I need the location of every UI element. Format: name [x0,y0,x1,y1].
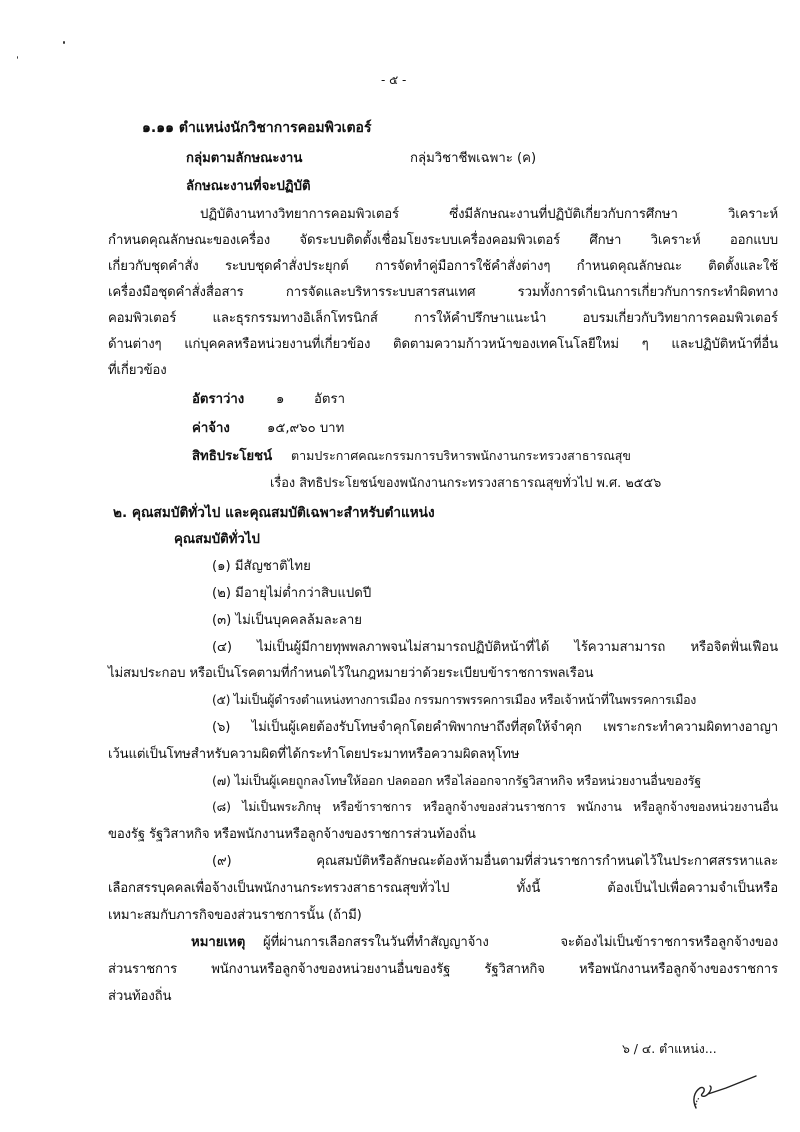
qualification-item: (๒) มีอายุไม่ต่ำกว่าสิบแปดปี [212,586,372,601]
benefits-line-1: ตามประกาศคณะกรรมการบริหารพนักงานกระทรวงสาธารณสุข [291,448,631,463]
continuation-text: ๖ / ๔. ตำแหน่ง... [622,1041,717,1056]
duties-line: ด้านต่างๆ แก่บุคคลหรือหน่วยงานที่เกี่ยวข้อง ติดตามความก้าวหน้าของเทคโนโลยีใหม่ ๆ และปฏิบัติหน้าที่อื่น [108,337,778,352]
qualification-item-continued: ไม่สมประกอบ หรือเป็นโรคตามที่กำหนดไว้ในกฎหมายว่าด้วยระเบียบข้าราชการพลเรือน [108,666,594,681]
qualification-item: (๔) ไม่เป็นผู้มีกายทุพพลภาพจนไม่สามารถปฏิบัติหน้าที่ได้ ไร้ความสามารถ หรือจิตฟั่นเฟือน [212,640,778,655]
qualification-item: (๙) คุณสมบัติหรือลักษณะต้องห้ามอื่นตามที่ส่วนราชการกำหนดไว้ในประกาศสรรหาและ [212,854,778,869]
duties-line: คอมพิวเตอร์ และธุรกรรมทางอิเล็กโทรนิกส์ การให้คำปรึกษาแนะนำ อบรมเกี่ยวกับวิทยาการคอมพิวเตอร์ [108,311,778,326]
note-line: ผู้ที่ผ่านการเลือกสรรในวันที่ทำสัญญาจ้าง จะต้องไม่เป็นข้าราชการหรือลูกจ้างของ [263,935,778,950]
qualifications-heading: ๒. คุณสมบัติทั่วไป และคุณสมบัติเฉพาะสำหรับตำแหน่ง [113,505,435,521]
page-number: - ๕ - [381,73,407,87]
qualification-item: (๗) ไม่เป็นผู้เคยถูกลงโทษให้ออก ปลดออก หรือไล่ออกจากรัฐวิสาหกิจ หรือหน่วยงานอื่นของรัฐ [212,773,702,788]
scan-speck [63,41,65,44]
general-qualifications-heading: คุณสมบัติทั่วไป [174,532,260,547]
signature-icon [690,1070,760,1112]
vacancy-label: อัตราว่าง [192,392,245,407]
note-label: หมายเหตุ [191,935,246,950]
qualification-item: (๓) ไม่เป็นบุคคลล้มละลาย [212,613,362,628]
vacancy-value: ๑ [276,392,285,407]
qualification-item: (๕) ไม่เป็นผู้ดำรงตำแหน่งทางการเมือง กรรมการพรรคการเมือง หรือเจ้าหน้าที่ในพรรคการเมือง [212,692,697,707]
wage-value: ๑๕,๙๖๐ บาท [267,421,345,436]
duties-line: เครื่องมือชุดคำสั่งสื่อสาร การจัดและบริหารระบบสารสนเทศ รวมทั้งการดำเนินการเกี่ยวกับการกระทำผิดทาง [108,285,778,300]
note-line: ส่วนท้องถิ่น [108,989,172,1004]
group-value: กลุ่มวิชาชีพเฉพาะ (ค) [410,151,537,166]
benefits-label: สิทธิประโยชน์ [192,449,273,464]
wage-label: ค่าจ้าง [192,421,230,436]
duties-line: ที่เกี่ยวข้อง [108,363,167,378]
qualification-item: (๖) ไม่เป็นผู้เคยต้องรับโทษจำคุกโดยคำพิพากษาถึงที่สุดให้จำคุก เพราะกระทำความผิดทางอาญา [212,720,778,735]
duties-line: ปฏิบัติงานทางวิทยาการคอมพิวเตอร์ ซึ่งมีลักษณะงานที่ปฏิบัติเกี่ยวกับการศึกษา วิเคราะห์ [200,207,778,222]
qualification-item: (๘) ไม่เป็นพระภิกษุ หรือข้าราชการ หรือลูกจ้างของส่วนราชการ พนักงาน หรือลูกจ้างของหน่วยงานอื่น [212,799,778,814]
qualification-item: (๑) มีสัญชาติไทย [212,559,311,574]
scan-speck [17,56,18,59]
duties-line: เกี่ยวกับชุดคำสั่ง ระบบชุดคำสั่งประยุกต์ การจัดทำคู่มือการใช้คำสั่งต่างๆ กำหนดคุณลักษณะ ติดตั้งและใช้ [108,259,778,274]
qualification-item-continued: เหมาะสมกับภารกิจของส่วนราชการนั้น (ถ้ามี) [108,908,362,923]
duties-line: กำหนดคุณลักษณะของเครื่อง จัดระบบติดตั้งเชื่อมโยงระบบเครื่องคอมพิวเตอร์ ศึกษา วิเคราะห์ ออกแบบ [108,233,778,248]
vacancy-unit: อัตรา [314,392,345,407]
qualification-item-continued: เว้นแต่เป็นโทษสำหรับความผิดที่ได้กระทำโดยประมาทหรือความผิดลหุโทษ [108,747,520,762]
qualification-item-continued: เลือกสรรบุคคลเพื่อจ้างเป็นพนักงานกระทรวงสาธารณสุขทั่วไป ทั้งนี้ ต้องเป็นไปเพื่อความจำเป็นหรือ [108,881,778,896]
note-line: ส่วนราชการ พนักงานหรือลูกจ้างของหน่วยงานอื่นของรัฐ รัฐวิสาหกิจ หรือพนักงานหรือลูกจ้างของราชการ [108,962,778,977]
qualification-item-continued: ของรัฐ รัฐวิสาหกิจ หรือพนักงานหรือลูกจ้างของราชการส่วนท้องถิ่น [108,827,476,842]
group-label: กลุ่มตามลักษณะงาน [186,151,303,166]
benefits-line-2: เรื่อง สิทธิประโยชน์ของพนักงานกระทรวงสาธารณสุขทั่วไป พ.ศ. ๒๕๕๖ [270,476,662,491]
position-heading: ๑.๑๑ ตำแหน่งนักวิชาการคอมพิวเตอร์ [142,120,372,136]
duties-heading: ลักษณะงานที่จะปฏิบัติ [186,179,311,194]
